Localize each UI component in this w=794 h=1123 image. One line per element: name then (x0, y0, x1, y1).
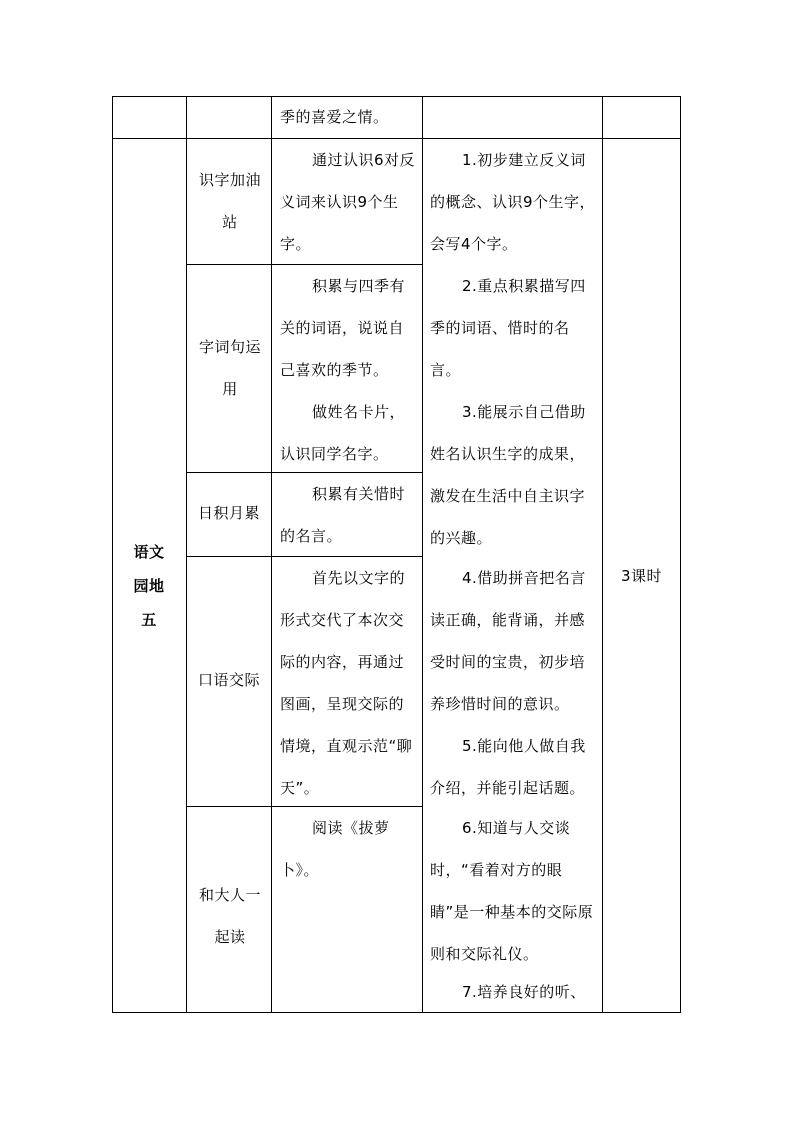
item-content-rijiyuelei: 积累有关惜时的名言。 (280, 485, 406, 545)
table-border-right (680, 96, 681, 1013)
goal-2: 2.重点积累描写四季的词语、惜时的名言。 (430, 277, 586, 379)
item-name-yuedu: 和大人一起读 (199, 886, 262, 946)
item-name-kouyu: 口语交际 (197, 671, 260, 689)
goal-6: 6.知道与人交谈时，“看着对方的眼睛”是一种基本的交际原则和交际礼仪。 (430, 819, 594, 963)
row0-content: 季的喜爱之情。 (280, 108, 389, 126)
item-content-zici-2: 做姓名卡片，认识同学名字。 (280, 403, 406, 463)
table-border-left (112, 96, 113, 1013)
item-name-rijiyuelei: 日积月累 (197, 504, 260, 522)
goal-5: 5.能向他人做自我介绍，并能引起话题。 (430, 737, 586, 797)
goal-7: 7.培养良好的听、 (462, 983, 586, 1001)
item-content-yuedu: 阅读《拔萝卜》。 (280, 819, 390, 879)
goal-4: 4.借助拼音把名言读正确，能背诵，并感受时间的宝贵，初步培养珍惜时间的意识。 (430, 569, 586, 713)
item-name-shizi: 识字加油站 (199, 171, 262, 231)
item-name-zici: 字词句运用 (199, 338, 262, 398)
goal-1: 1.初步建立反义词的概念、认识9个生字，会写4个字。 (430, 151, 596, 253)
column-divider (186, 96, 187, 1013)
item-content-shizi: 通过认识6对反义词来认识9个生字。 (280, 151, 416, 253)
column-divider (271, 96, 272, 1013)
item-content-kouyu: 首先以文字的形式交代了本次交际的内容，再通过图画，呈现交际的情境，直观示范“聊天”。 (280, 569, 413, 797)
section-title: 语文园地五 (133, 543, 165, 629)
section-hours: 3课时 (620, 567, 663, 585)
column-divider (422, 96, 423, 1013)
goal-3: 3.能展示自己借助姓名认识生字的成果，激发在生活中自主识字的兴趣。 (430, 403, 586, 547)
item-content-zici: 积累与四季有关的词语，说说自己喜欢的季节。 (280, 277, 406, 379)
